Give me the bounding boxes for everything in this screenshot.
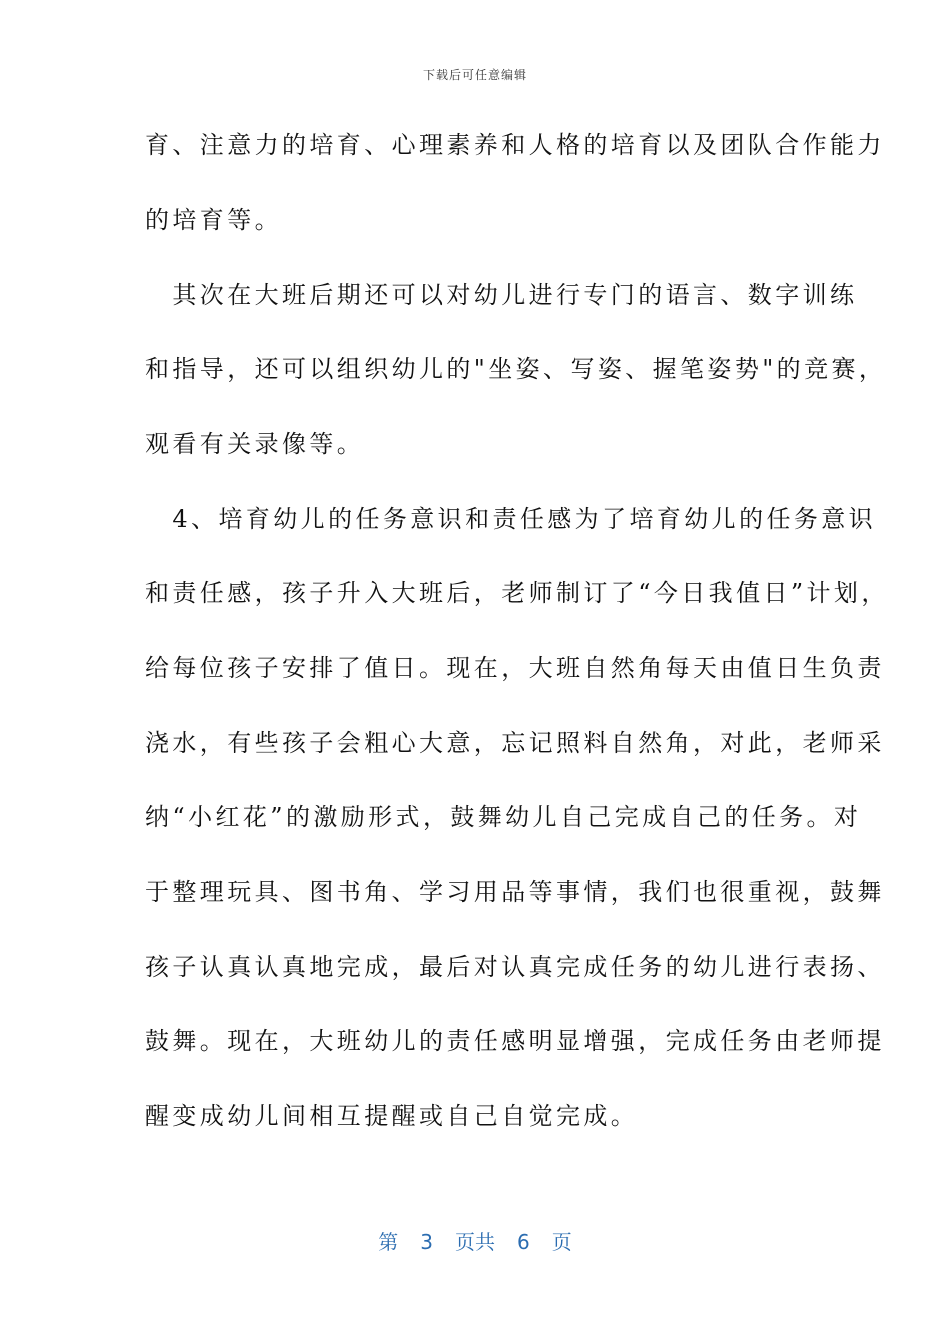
body-line-1: 育、注意力的培育、心理素养和人格的培育以及团队合作能力 — [145, 131, 885, 159]
body-line-14: 醒变成幼儿间相互提醒或自己自觉完成。 — [145, 1102, 639, 1130]
body-line-9: 浇水，有些孩子会粗心大意，忘记照料自然角，对此，老师采 — [145, 729, 885, 757]
body-line-7: 和责任感，孩子升入大班后，老师制订了“今日我值日”计划， — [145, 579, 889, 607]
page-footer — [0, 1226, 950, 1255]
footer-current-page: 3 — [420, 1230, 433, 1254]
body-line-11: 于整理玩具、图书角、学习用品等事情，我们也很重视，鼓舞 — [145, 878, 885, 906]
body-line-5: 观看有关录像等。 — [145, 430, 365, 458]
body-line-2: 的培育等。 — [145, 206, 282, 234]
body-line-12: 孩子认真认真地完成，最后对认真完成任务的幼儿进行表扬、 — [145, 953, 885, 981]
page-header: 下载后可任意编辑 — [422, 68, 527, 82]
body-line-3: 其次在大班后期还可以对幼儿进行专门的语言、数字训练 — [145, 281, 858, 309]
footer-page-prefix: 第 — [378, 1230, 399, 1254]
body-line-4: 和指导，还可以组织幼儿的"坐姿、写姿、握笔姿势"的竞赛， — [145, 355, 887, 383]
body-line-13: 鼓舞。现在，大班幼儿的责任感明显增强，完成任务由老师提 — [145, 1027, 885, 1055]
body-line-8: 给每位孩子安排了值日。现在，大班自然角每天由值日生负责 — [145, 654, 885, 682]
body-line-10: 纳“小红花”的激励形式，鼓舞幼儿自己完成自己的任务。对 — [145, 803, 862, 831]
footer-page-suffix: 页 — [551, 1230, 572, 1254]
body-line-6: 4、培育幼儿的任务意识和责任感为了培育幼儿的任务意识 — [145, 505, 877, 533]
footer-page-mid: 页共 — [455, 1230, 495, 1254]
footer-total-pages: 6 — [517, 1230, 530, 1254]
